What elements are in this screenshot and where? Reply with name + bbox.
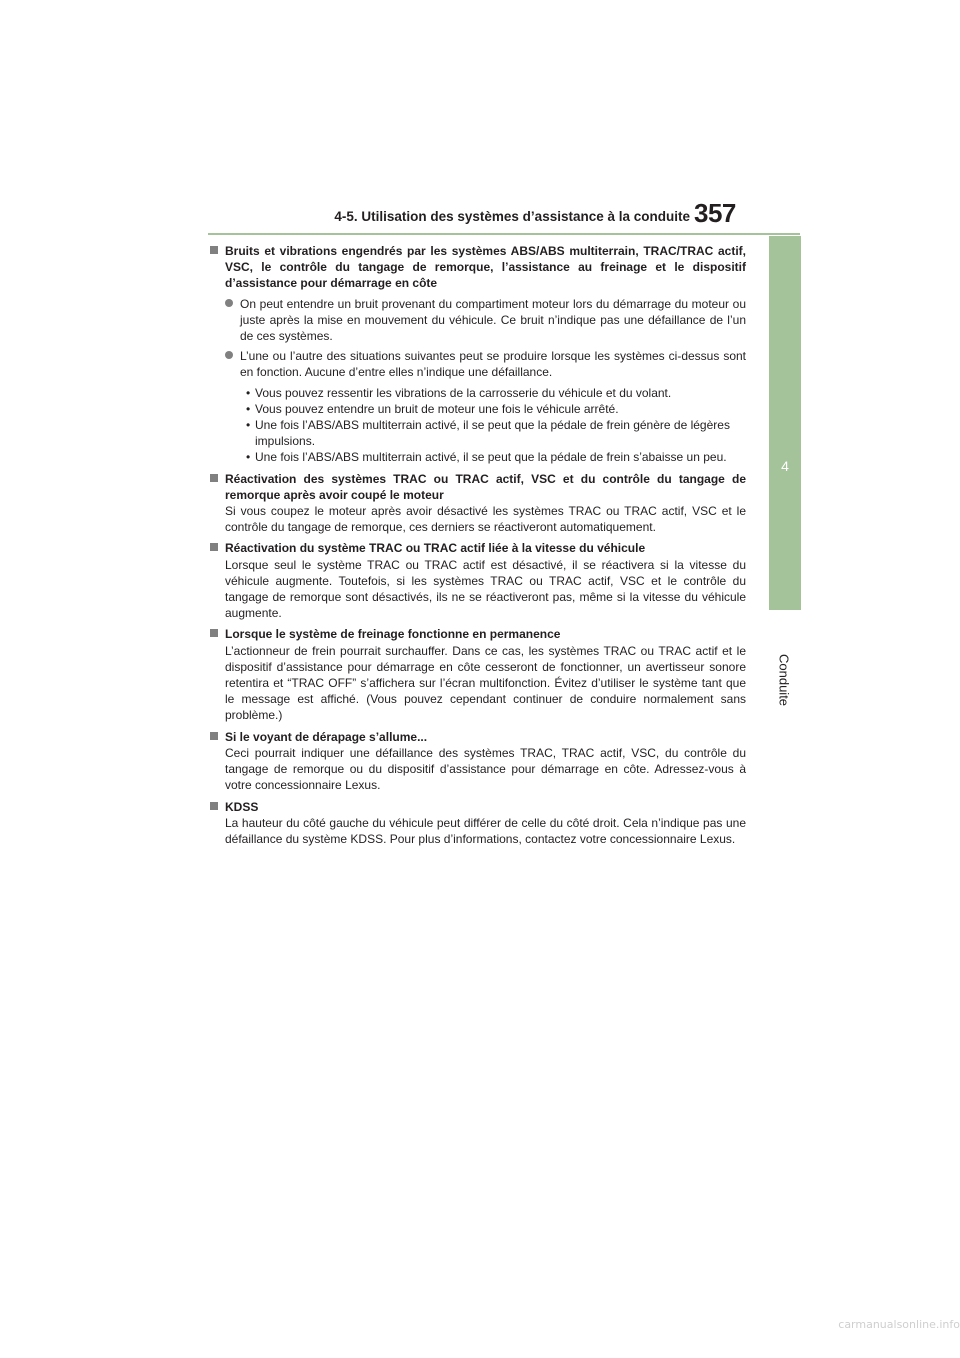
page-content	[210, 243, 746, 852]
section-body: L’actionneur de frein pourrait surchauffer. Dans ce cas, les systèmes TRAC ou TRAC actif et le dispositif d’assistance pour démarrage en côte cesseront de fonctionner, un avertisseur sonore retentira et “TRAC OFF” s’affichera sur l’écran multifonction. Évitez d’utiliser le système tant que le message est affiché. (Vous pouvez cependant continuer de conduire normalement sans problème.)	[225, 643, 746, 723]
section-continuous-braking	[210, 626, 746, 723]
sub-list-item	[210, 401, 746, 417]
section-title-text: KDSS	[225, 799, 259, 814]
dot-bullet-icon: •	[246, 418, 251, 433]
section-slip-indicator	[210, 729, 746, 794]
section-title-text: Réactivation du système TRAC ou TRAC actif liée à la vitesse du véhicule	[225, 541, 646, 556]
section-title-text: Si le voyant de dérapage s’allume...	[225, 729, 428, 744]
round-bullet-icon	[225, 299, 233, 307]
chapter-number: 4	[781, 458, 789, 474]
section-body: Si vous coupez le moteur après avoir désactivé les systèmes TRAC ou TRAC actif, VSC et le contrôle du tangage de remorque, ces derniers se réactiveront automatiquement.	[225, 504, 746, 535]
bullet-text: On peut entendre un bruit provenant du compartiment moteur lors du démarrage du moteur ou juste après la mise en mouvement du véhicule. Ce bruit n’indique pas une défaillance de l’un de ces systèmes.	[240, 296, 746, 344]
square-bullet-icon	[210, 246, 218, 254]
section-title	[210, 540, 746, 556]
section-title	[210, 799, 746, 815]
dot-bullet-icon: •	[246, 385, 251, 400]
square-bullet-icon	[210, 629, 218, 637]
square-bullet-icon	[210, 802, 218, 810]
sub-list-item	[210, 449, 746, 465]
section-reactivation-after-engine-off	[210, 471, 746, 536]
section-title	[210, 626, 746, 642]
chapter-side-tab	[769, 236, 801, 610]
square-bullet-icon	[210, 732, 218, 740]
section-body: Lorsque seul le système TRAC ou TRAC actif est désactivé, il se réactivera si la vitesse du véhicule augmente. Toutefois, si les systèmes TRAC ou TRAC actif, VSC et le contrôle du tangage de remorque sont désactivés, ils ne se réactiveront pas, même si la vitesse du véhicule augmente.	[225, 557, 746, 621]
watermark: carmanualsonline.info	[838, 1318, 960, 1331]
section-title-text: Bruits et vibrations engendrés par les systèmes ABS/ABS multiterrain, TRAC/TRAC actif, VSC, le contrôle du tangage de remorque, l’assistance au freinage et le dispositif d’assistance pour démarrage en côte	[225, 244, 746, 291]
dot-bullet-icon: •	[246, 401, 251, 416]
running-header-title: 4-5. Utilisation des systèmes d’assistance à la conduite	[334, 209, 690, 224]
dot-bullet-icon: •	[246, 450, 251, 465]
sub-item-text: Une fois l’ABS/ABS multiterrain activé, il se peut que la pédale de frein s’abaisse un peu.	[255, 450, 727, 465]
sub-item-text: Une fois l’ABS/ABS multiterrain activé, il se peut que la pédale de frein génère de légères impulsions.	[255, 418, 730, 449]
bullet-item	[210, 348, 746, 380]
section-body: Ceci pourrait indiquer une défaillance des systèmes TRAC, TRAC actif, VSC, du contrôle du tangage de remorque ou du dispositif d’assistance pour démarrage en côte. Adressez-vous à votre concessionnaire Lexus.	[225, 745, 746, 793]
square-bullet-icon	[210, 543, 218, 551]
section-kdss	[210, 799, 746, 848]
section-reactivation-speed	[210, 540, 746, 621]
sub-list	[210, 385, 746, 466]
sub-item-text: Vous pouvez entendre un bruit de moteur une fois le véhicule arrêté.	[255, 401, 619, 416]
round-bullet-icon	[225, 351, 233, 359]
sub-list-item	[210, 385, 746, 401]
square-bullet-icon	[210, 474, 218, 482]
page-number: 357	[694, 198, 736, 228]
bullet-text: L’une ou l’autre des situations suivantes peut se produire lorsque les systèmes ci-dessus sont en fonction. Aucune d’entre elles n’indique une défaillance.	[240, 349, 746, 380]
section-body: La hauteur du côté gauche du véhicule peut différer de celle du côté droit. Cela n’indique pas une défaillance du système KDSS. Pour plus d’informations, contactez votre concessionnaire Lexus.	[225, 815, 746, 846]
sub-item-text: Vous pouvez ressentir les vibrations de la carrosserie du véhicule et du volant.	[255, 385, 672, 400]
section-noises-vibrations	[210, 243, 746, 466]
chapter-label: Conduite	[776, 653, 792, 707]
section-title-text: Réactivation des systèmes TRAC ou TRAC actif, VSC et du contrôle du tangage de remorque après avoir coupé le moteur	[225, 471, 746, 502]
section-title	[210, 471, 746, 503]
header-rule	[208, 233, 800, 235]
section-title-text: Lorsque le système de freinage fonctionne en permanence	[225, 627, 561, 642]
bullet-item	[210, 296, 746, 345]
sub-list-item	[210, 417, 746, 449]
section-title	[210, 243, 746, 292]
section-title	[210, 729, 746, 745]
